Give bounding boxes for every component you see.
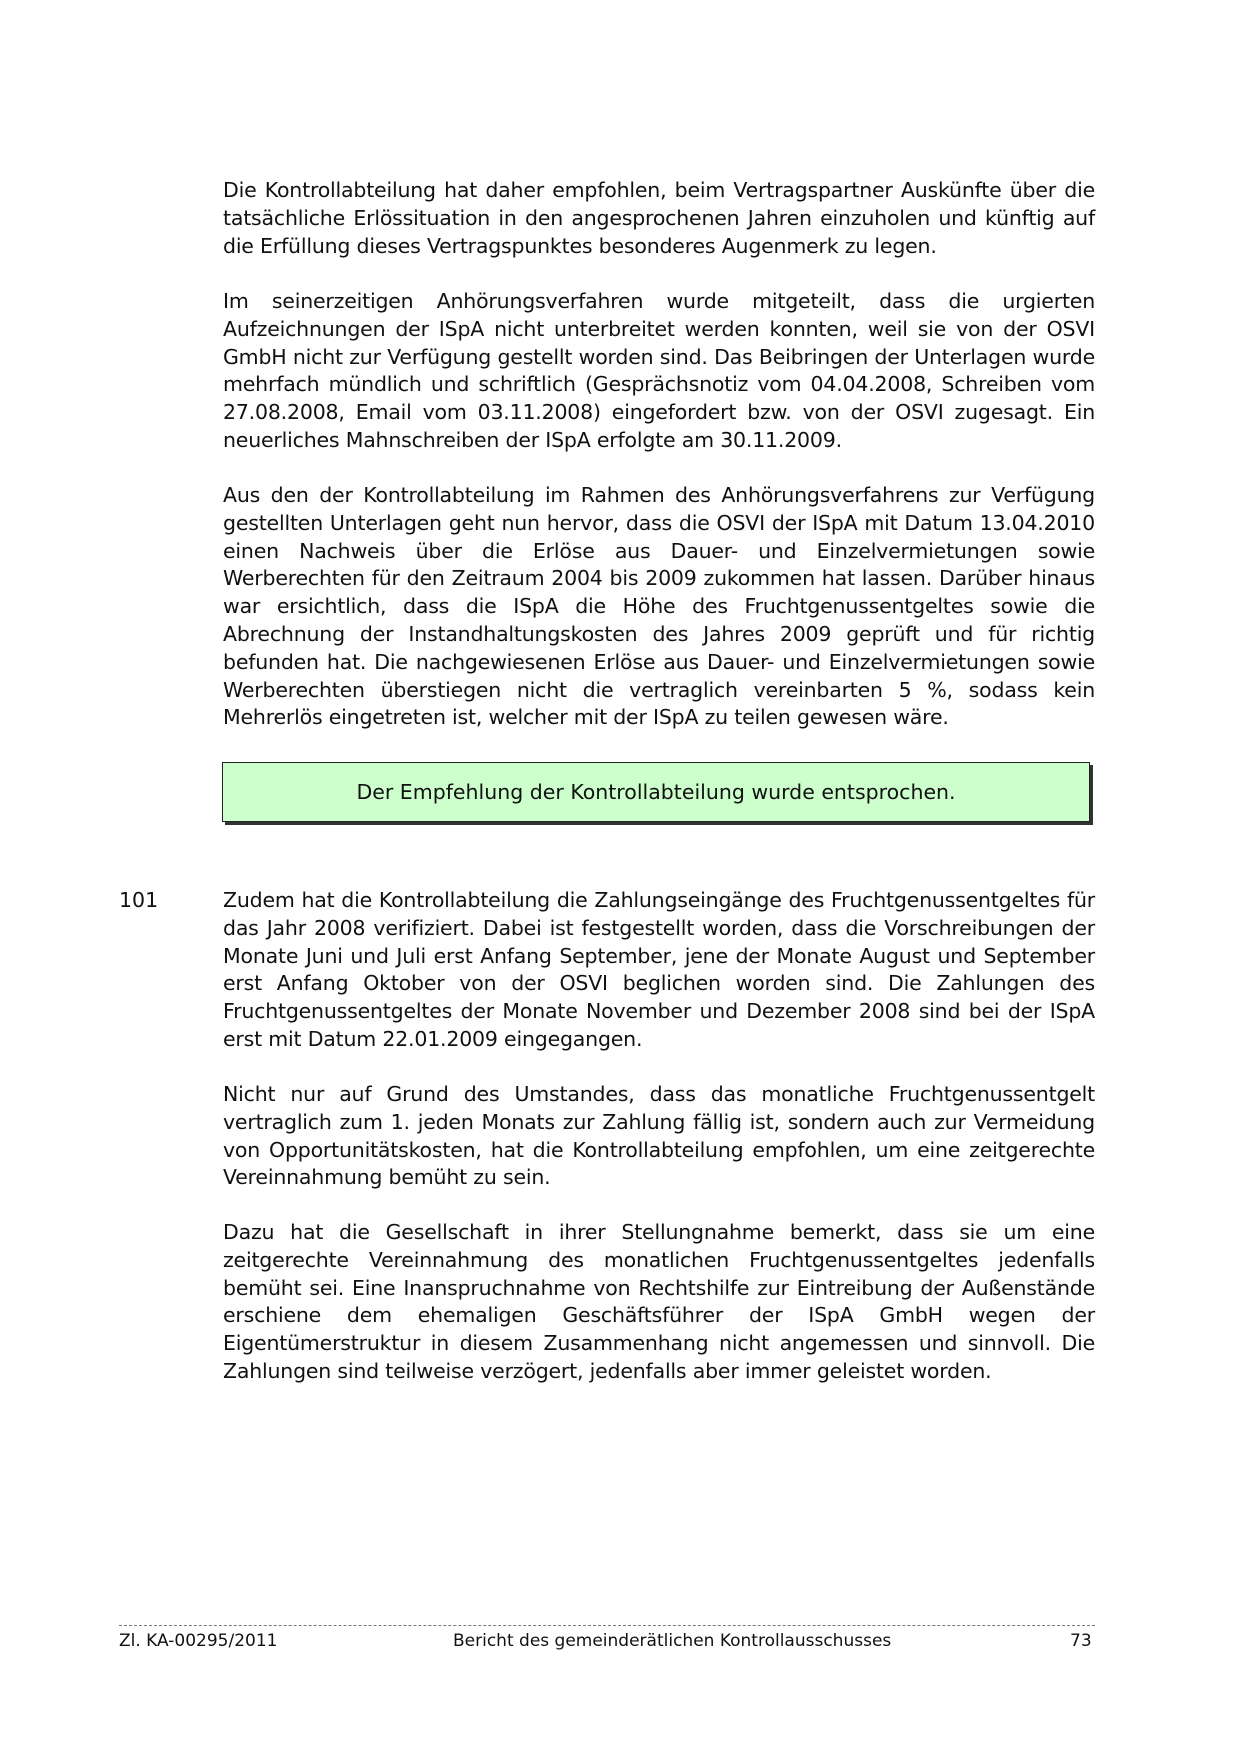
paragraph-hearing-procedure: Im seinerzeitigen Anhörungsverfahren wurde mitgeteilt, dass die urgierten Aufzeichnungen der ISpA nicht unterbreitet werden konnten, weil sie von der OSVI GmbH nicht zur Verfügung gestellt worden sind. Das Beibringen der Unterlagen wurde mehrfach mündlich und schriftlich (Gesprächsnotiz vom 04.04.2008, Schreiben vom 27.08.2008, Email vom 03.11.2008) eingefordert bzw. von der OSVI zugesagt. Ein neuerliches Mahnschreiben der ISpA erfolgte am 30.11.2009.	[223, 289, 1095, 452]
paragraph-payment-verification: Zudem hat die Kontrollabteilung die Zahlungseingänge des Fruchtgenussentgeltes für das Jahr 2008 verifiziert. Dabei ist festgestellt worden, dass die Vorschreibungen der Monate Juni und Juli erst Anfang September, jene der Monate August und September erst Anfang Oktober von der OSVI beglichen worden sind. Die Zahlungen des Fruchtgenussentgeltes der Monate November und Dezember 2008 sind bei der ISpA erst mit Datum 22.01.2009 eingegangen.	[223, 888, 1095, 1051]
paragraph-documents-review: Aus den der Kontrollabteilung im Rahmen des Anhörungsverfahrens zur Verfügung gestellten Unterlagen geht nun hervor, dass die OSVI der ISpA mit Datum 13.04.2010 einen Nachweis über die Erlöse aus Dauer- und Einzelvermietungen sowie Werberechten für den Zeitraum 2004 bis 2009 zukommen hat lassen. Darüber hinaus war ersichtlich, dass die ISpA die Höhe des Fruchtgenussentgeltes sowie die Abrechnung der Instandhaltungskosten des Jahres 2009 geprüft und für richtig befunden hat. Die nachgewiesenen Erlöse aus Dauer- und Einzelvermietungen sowie Werberechten überstiegen nicht die vertraglich vereinbarten 5 %, sodass kein Mehrerlös eingetreten ist, welcher mit der ISpA zu teilen gewesen wäre.	[223, 483, 1095, 730]
callout-text: Der Empfehlung der Kontrollabteilung wurde entsprochen.	[356, 780, 956, 804]
footer-reference: Zl. KA-00295/2011	[119, 1631, 278, 1651]
paragraph-recommendation: Die Kontrollabteilung hat daher empfohlen, beim Vertragspartner Auskünfte über die tatsächliche Erlössituation in den angesprochenen Jahren einzuholen und künftig auf die Erfüllung dieses Vertragspunktes besonderes Augenmerk zu legen.	[223, 178, 1095, 258]
footer-report-title: Bericht des gemeinderätlichen Kontrollausschusses	[453, 1631, 892, 1651]
section-number: 101	[119, 888, 159, 912]
footer-divider	[119, 1625, 1095, 1626]
footer-page-number: 73	[1070, 1631, 1092, 1651]
paragraph-company-statement: Dazu hat die Gesellschaft in ihrer Stellungnahme bemerkt, dass sie um eine zeitgerechte Vereinnahmung des monatlichen Fruchtgenussentgeltes jedenfalls bemüht sei. Eine Inanspruchnahme von Rechtshilfe zur Eintreibung der Außenstände erschiene dem ehemaligen Geschäftsführer der ISpA GmbH wegen der Eigentümerstruktur in diesem Zusammenhang nicht angemessen und sinnvoll. Die Zahlungen sind teilweise verzögert, jedenfalls aber immer geleistet worden.	[223, 1220, 1095, 1383]
paragraph-timely-collection: Nicht nur auf Grund des Umstandes, dass das monatliche Fruchtgenussentgelt vertraglich zum 1. jeden Monats zur Zahlung fällig ist, sondern auch zur Vermeidung von Opportunitätskosten, hat die Kontrollabteilung empfohlen, um eine zeitgerechte Vereinnahmung bemüht zu sein.	[223, 1082, 1095, 1190]
recommendation-callout-box	[222, 762, 1090, 822]
